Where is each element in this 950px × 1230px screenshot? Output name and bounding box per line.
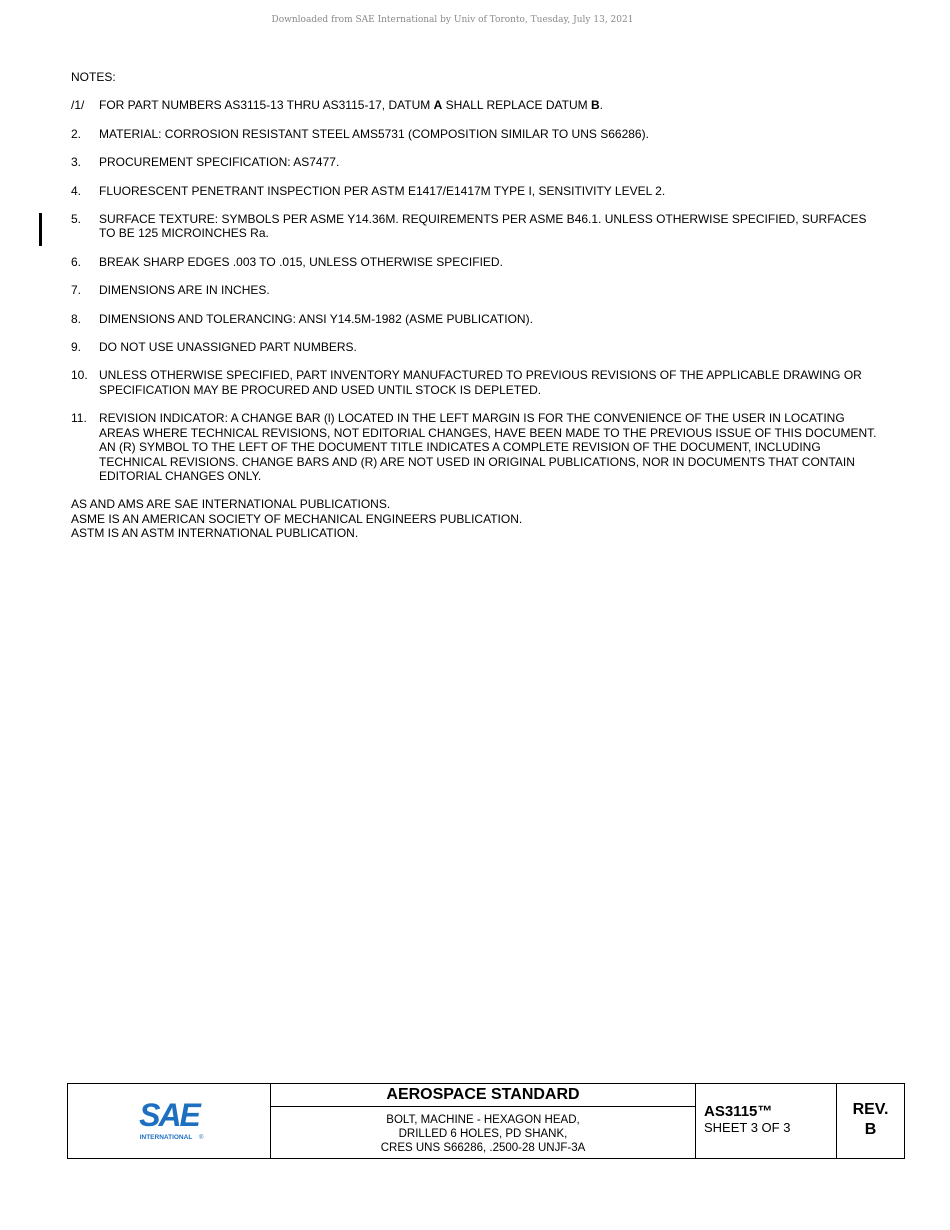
note-text: SURFACE TEXTURE: SYMBOLS PER ASME Y14.36M. REQUIREMENTS PER ASME B46.1. UNLESS OTHERWISE SPECIFIED, SURFACES TO BE 125 MICROINCHES Ra.	[99, 212, 867, 241]
document-number: AS3115™	[704, 1103, 773, 1120]
sae-logo-cell	[68, 1084, 271, 1158]
revision-cell	[837, 1084, 904, 1158]
note-number: 9.	[71, 340, 82, 355]
publication-statements	[71, 497, 881, 540]
note-text-part: FOR PART NUMBERS AS3115-13 THRU AS3115-17, DATUM	[99, 98, 434, 113]
note-item	[71, 283, 881, 297]
publication-statement: AS AND AMS ARE SAE INTERNATIONAL PUBLICATIONS.	[71, 497, 391, 512]
note-number: /1/	[71, 98, 85, 113]
document-number-cell	[696, 1084, 837, 1158]
note-text: BREAK SHARP EDGES .003 TO .015, UNLESS OTHERWISE SPECIFIED.	[99, 254, 503, 269]
note-number: 10.	[71, 368, 88, 383]
note-number: 11.	[71, 411, 87, 426]
note-text: FLUORESCENT PENETRANT INSPECTION PER ASTM E1417/E1417M TYPE I, SENSITIVITY LEVEL 2.	[99, 183, 666, 198]
download-watermark: Downloaded from SAE International by Univ of Toronto, Tuesday, July 13, 2021	[271, 15, 634, 25]
note-text	[99, 98, 881, 112]
title-cell	[271, 1084, 696, 1158]
note-number: 4.	[71, 183, 82, 198]
note-number: 7.	[71, 283, 82, 298]
note-text: MATERIAL: CORROSION RESISTANT STEEL AMS5731 (COMPOSITION SIMILAR TO UNS S66286).	[99, 126, 649, 141]
publication-statement: ASTM IS AN ASTM INTERNATIONAL PUBLICATION.	[71, 526, 359, 541]
note-number: 5.	[71, 212, 82, 227]
revision-label: REV.	[852, 1101, 889, 1118]
sae-logo-subtext: INTERNATIONAL	[139, 1134, 193, 1141]
sae-logo	[133, 1099, 205, 1143]
note-item	[71, 127, 881, 141]
change-bar	[39, 213, 42, 246]
note-item	[71, 255, 881, 269]
sae-logo-mark: ®	[199, 1135, 204, 1141]
note-number: 3.	[71, 155, 82, 170]
note-item	[71, 340, 881, 354]
note-text-part: .	[599, 98, 603, 113]
note-text: UNLESS OTHERWISE SPECIFIED, PART INVENTORY MANUFACTURED TO PREVIOUS REVISIONS OF THE APPLICABLE DRAWING OR SPECIFICATION MAY BE PROCURED AND USED UNTIL STOCK IS DEPLETED.	[99, 368, 862, 397]
note-text: PROCUREMENT SPECIFICATION: AS7477.	[99, 155, 340, 170]
note-item	[71, 312, 881, 326]
note-item	[71, 98, 881, 112]
document-type: AEROSPACE STANDARD	[271, 1084, 695, 1107]
note-item	[71, 155, 881, 169]
note-item	[71, 184, 881, 198]
description-line: DRILLED 6 HOLES, PD SHANK,	[398, 1128, 568, 1140]
note-item	[71, 368, 881, 397]
sae-logo-text: SAE	[139, 1099, 199, 1133]
note-number: 6.	[71, 254, 82, 269]
note-text: DIMENSIONS ARE IN INCHES.	[99, 283, 270, 298]
note-number: 8.	[71, 311, 82, 326]
datum-a-label: A	[433, 98, 443, 113]
title-block	[67, 1083, 905, 1159]
note-item	[71, 212, 881, 241]
notes-section	[71, 70, 881, 541]
description-line: CRES UNS S66286, .2500-28 UNJF-3A	[380, 1142, 586, 1154]
datum-b-label: B	[590, 98, 600, 113]
document-description	[271, 1107, 695, 1158]
note-number: 2.	[71, 126, 82, 141]
note-text-part: SHALL REPLACE DATUM	[442, 98, 591, 113]
sheet-number: SHEET 3 OF 3	[704, 1120, 791, 1135]
note-text: DO NOT USE UNASSIGNED PART NUMBERS.	[99, 340, 357, 355]
notes-title: NOTES:	[71, 70, 116, 84]
note-text: REVISION INDICATOR: A CHANGE BAR (l) LOCATED IN THE LEFT MARGIN IS FOR THE CONVENIENCE OF THE USER IN LOCATING AREAS WHERE TECHNICAL REVISIONS, NOT EDITORIAL CHANGES, HAVE BEEN MADE TO THE PREVIOUS ISSUE OF THIS DOCUMENT. AN (R) SYMBOL TO THE LEFT OF THE DOCUMENT TITLE INDICATES A COMPLETE REVISION OF THE DOCUMENT, INCLUDING TECHNICAL REVISIONS. CHANGE BARS AND (R) ARE NOT USED IN ORIGINAL PUBLICATIONS, NOR IN DOCUMENTS THAT CONTAIN EDITORIAL CHANGES ONLY.	[99, 411, 877, 483]
revision-value: B	[864, 1121, 877, 1138]
description-line: BOLT, MACHINE - HEXAGON HEAD,	[386, 1114, 580, 1126]
note-text: DIMENSIONS AND TOLERANCING: ANSI Y14.5M-1982 (ASME PUBLICATION).	[99, 311, 533, 326]
publication-statement: ASME IS AN AMERICAN SOCIETY OF MECHANICAL ENGINEERS PUBLICATION.	[71, 511, 523, 526]
note-item	[71, 411, 881, 483]
